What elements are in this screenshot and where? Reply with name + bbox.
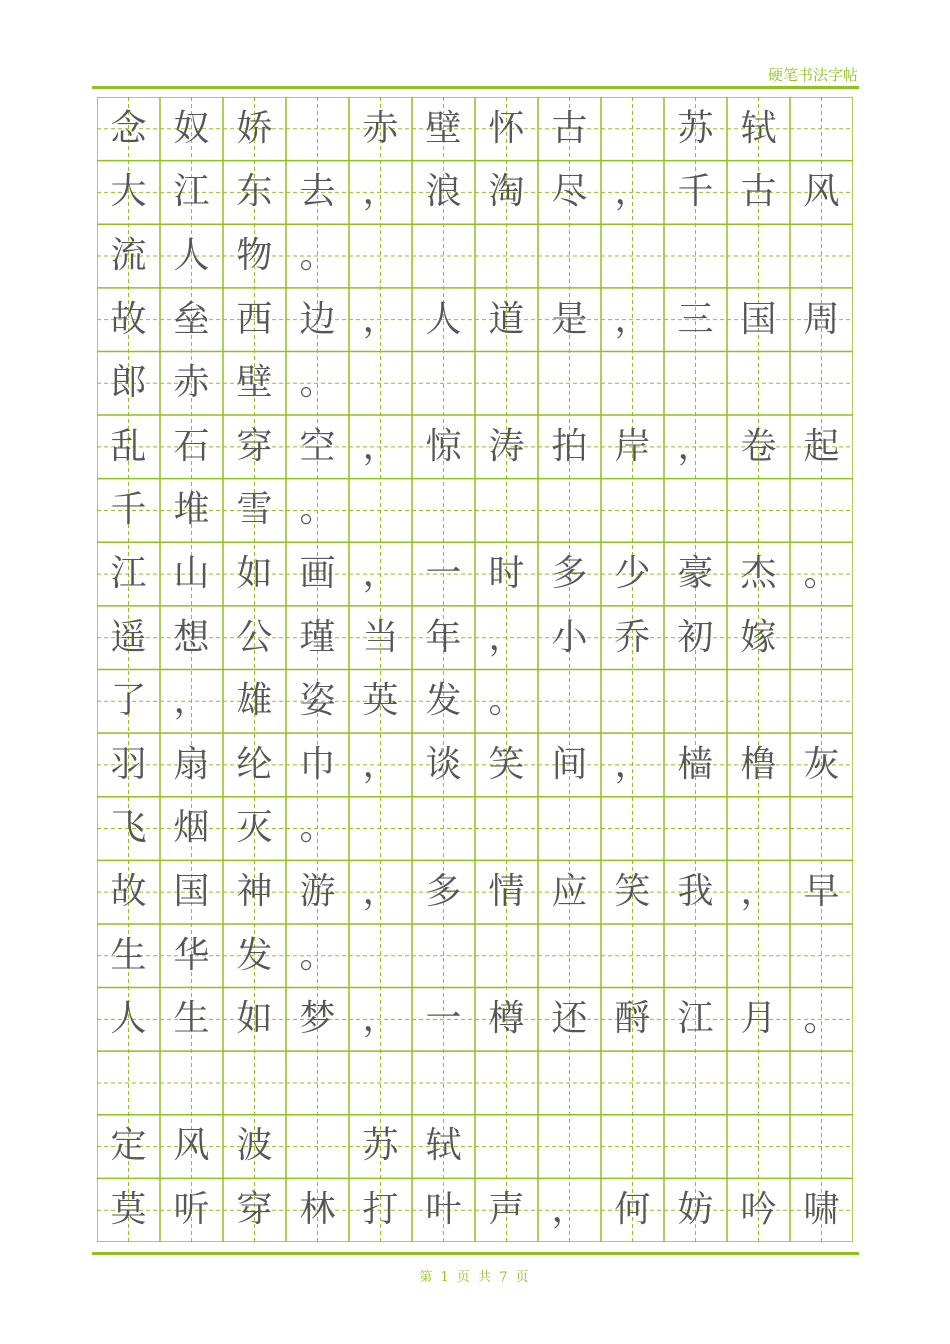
grid-cell xyxy=(412,797,475,861)
grid-cell xyxy=(160,1051,223,1115)
grid-cell xyxy=(475,351,538,415)
grid-cell: 是 xyxy=(551,298,588,340)
grid-cells xyxy=(97,97,853,1242)
grid-cell: 乱 xyxy=(110,425,147,467)
grid-cell: 念 xyxy=(110,107,147,149)
grid-cell: 卷 xyxy=(740,425,777,467)
grid-cell: 苏 xyxy=(677,107,714,149)
grid-cell: 还 xyxy=(551,998,588,1040)
grid-cell: ， xyxy=(362,298,399,340)
grid-cell xyxy=(727,924,790,988)
grid-cell xyxy=(349,924,412,988)
grid-cell xyxy=(664,924,727,988)
grid-cell xyxy=(664,669,727,733)
grid-cell: 西 xyxy=(236,298,273,340)
grid-cell: 。 xyxy=(299,362,336,404)
grid-cell: 少 xyxy=(614,552,651,594)
grid-cell xyxy=(538,224,601,288)
grid-cell: 多 xyxy=(551,552,588,594)
grid-cell: 。 xyxy=(299,934,336,976)
grid-cell: 流 xyxy=(110,234,147,276)
grid-cell: 姿 xyxy=(299,680,336,722)
header-rule xyxy=(92,86,859,89)
grid-cell: 听 xyxy=(173,1188,210,1230)
grid-cell xyxy=(349,224,412,288)
footer-rule xyxy=(92,1252,859,1255)
grid-cell: 三 xyxy=(677,298,714,340)
grid-cell: 一 xyxy=(425,998,462,1040)
grid-cell: 古 xyxy=(551,107,588,149)
grid-cell: 何 xyxy=(614,1188,651,1230)
grid-cell: 淘 xyxy=(488,171,525,213)
grid-cell xyxy=(790,351,853,415)
grid-cell xyxy=(412,1051,475,1115)
grid-cell: 国 xyxy=(740,298,777,340)
grid-cell xyxy=(790,1051,853,1115)
grid-cell xyxy=(538,479,601,543)
grid-cell xyxy=(412,479,475,543)
page-number: 第 1 页 共 7 页 xyxy=(419,1270,531,1285)
grid-cell: 惊 xyxy=(425,425,462,467)
grid-cell: 东 xyxy=(236,171,273,213)
grid-cell: 画 xyxy=(299,552,336,594)
grid-cell: 烟 xyxy=(173,807,210,849)
grid-cell: 物 xyxy=(236,234,273,276)
grid-cell xyxy=(664,1115,727,1179)
grid-cell: 神 xyxy=(236,870,273,912)
grid-cell: ， xyxy=(614,298,651,340)
grid-cell: 尽 xyxy=(551,171,588,213)
grid-cell: 当 xyxy=(362,616,399,658)
grid-cell: 苏 xyxy=(362,1125,399,1167)
grid-cell: 浪 xyxy=(425,171,462,213)
grid-cell: 。 xyxy=(299,234,336,276)
grid-cell: 华 xyxy=(173,934,210,976)
grid-cell xyxy=(349,479,412,543)
grid-cell: 怀 xyxy=(488,107,525,149)
grid-cell: 年 xyxy=(425,616,462,658)
grid-cell: 公 xyxy=(236,616,273,658)
grid-cell xyxy=(349,1051,412,1115)
grid-cell: 间 xyxy=(551,743,588,785)
grid-cell: 英 xyxy=(362,680,399,722)
grid-cell: 灭 xyxy=(236,807,273,849)
grid-cell: 赤 xyxy=(173,362,210,404)
grid-cell: 游 xyxy=(299,870,336,912)
grid-cell: 瑾 xyxy=(299,616,336,658)
grid-cell: 周 xyxy=(803,298,840,340)
grid-cell xyxy=(664,351,727,415)
grid-cell: 石 xyxy=(173,425,210,467)
grid-cell: 杰 xyxy=(740,552,777,594)
grid-cell: 初 xyxy=(677,616,714,658)
grid-cell: 国 xyxy=(173,870,210,912)
grid-cell: 。 xyxy=(803,998,840,1040)
grid-cell: 吟 xyxy=(740,1188,777,1230)
grid-cell xyxy=(727,669,790,733)
grid-cell: 樯 xyxy=(677,743,714,785)
grid-cell: 故 xyxy=(110,298,147,340)
grid-cell xyxy=(412,924,475,988)
grid-cell: 波 xyxy=(236,1125,273,1167)
grid-cell: 豪 xyxy=(677,552,714,594)
grid-cell xyxy=(601,669,664,733)
grid-cell: 发 xyxy=(236,934,273,976)
grid-cell: 大 xyxy=(110,171,147,213)
grid-cell: 穿 xyxy=(236,425,273,467)
grid-cell: 遥 xyxy=(110,616,147,658)
grid-cell: 起 xyxy=(803,425,840,467)
grid-cell xyxy=(412,351,475,415)
grid-cell xyxy=(601,797,664,861)
grid-cell: ， xyxy=(362,870,399,912)
grid-cell xyxy=(664,1051,727,1115)
grid-cell xyxy=(286,1051,349,1115)
grid-cell: 故 xyxy=(110,870,147,912)
grid-cell xyxy=(664,224,727,288)
grid-cell: 啸 xyxy=(803,1188,840,1230)
grid-cell xyxy=(538,351,601,415)
grid-cell: ， xyxy=(677,425,714,467)
grid-cell: ， xyxy=(551,1188,588,1230)
grid-cell: 灰 xyxy=(803,743,840,785)
grid-cell: 轼 xyxy=(425,1125,462,1167)
grid-cell: 酹 xyxy=(614,998,651,1040)
grid-cell: 情 xyxy=(488,870,525,912)
grid-cell: 了 xyxy=(110,680,147,722)
grid-cell: 穿 xyxy=(236,1188,273,1230)
grid-cell: ， xyxy=(362,171,399,213)
grid-cell: 小 xyxy=(551,616,588,658)
grid-cell: 叶 xyxy=(425,1188,462,1230)
grid-cell: 应 xyxy=(551,870,588,912)
grid-cell: 妨 xyxy=(677,1188,714,1230)
grid-cell xyxy=(790,669,853,733)
grid-cell: ， xyxy=(614,171,651,213)
grid-cell xyxy=(664,479,727,543)
practice-grid xyxy=(97,97,853,1242)
grid-cell: 去 xyxy=(299,171,336,213)
grid-cell xyxy=(727,224,790,288)
grid-cell: 古 xyxy=(740,171,777,213)
grid-cell xyxy=(601,97,664,161)
grid-cell: 如 xyxy=(236,552,273,594)
grid-cell xyxy=(601,924,664,988)
grid-cell xyxy=(601,1051,664,1115)
grid-cell: 涛 xyxy=(488,425,525,467)
grid-cell: 笑 xyxy=(488,743,525,785)
grid-cell xyxy=(790,606,853,670)
grid-cell xyxy=(790,797,853,861)
grid-cell xyxy=(412,224,475,288)
grid-cell xyxy=(790,224,853,288)
grid-cell xyxy=(475,1051,538,1115)
grid-cell: 千 xyxy=(110,489,147,531)
grid-cell: 嫁 xyxy=(740,616,777,658)
grid-cell: 生 xyxy=(110,934,147,976)
grid-cell: 千 xyxy=(677,171,714,213)
grid-cell: ， xyxy=(488,616,525,658)
grid-cell: ， xyxy=(362,743,399,785)
grid-cell: 橹 xyxy=(740,743,777,785)
grid-cell: 江 xyxy=(677,998,714,1040)
grid-cell: ， xyxy=(362,998,399,1040)
grid-cell: 雄 xyxy=(236,680,273,722)
grid-cell xyxy=(223,1051,286,1115)
grid-cell xyxy=(601,351,664,415)
grid-cell xyxy=(664,797,727,861)
grid-cell: 羽 xyxy=(110,743,147,785)
grid-cell: 人 xyxy=(110,998,147,1040)
grid-cell: 郎 xyxy=(110,362,147,404)
grid-cell: ， xyxy=(173,680,210,722)
grid-cell: 樽 xyxy=(488,998,525,1040)
grid-cell xyxy=(475,1115,538,1179)
grid-cell: 壁 xyxy=(425,107,462,149)
grid-cell: ， xyxy=(362,425,399,467)
grid-cell: ， xyxy=(740,870,777,912)
grid-cell: 我 xyxy=(677,870,714,912)
grid-cell xyxy=(727,479,790,543)
grid-cell: 江 xyxy=(173,171,210,213)
grid-cell: 如 xyxy=(236,998,273,1040)
grid-cell xyxy=(475,924,538,988)
grid-cell xyxy=(790,924,853,988)
grid-cell: 时 xyxy=(488,552,525,594)
grid-cell: 雪 xyxy=(236,489,273,531)
grid-cell: 赤 xyxy=(362,107,399,149)
grid-cell: 江 xyxy=(110,552,147,594)
grid-cell: 边 xyxy=(299,298,336,340)
grid-cell: 人 xyxy=(425,298,462,340)
grid-cell: 打 xyxy=(362,1188,399,1230)
grid-cell xyxy=(727,797,790,861)
grid-cell: 垒 xyxy=(173,298,210,340)
grid-cell: 声 xyxy=(488,1188,525,1230)
grid-cell: 。 xyxy=(299,807,336,849)
grid-cell: 山 xyxy=(173,552,210,594)
grid-cell xyxy=(475,797,538,861)
grid-cell xyxy=(790,479,853,543)
grid-cell xyxy=(538,1051,601,1115)
grid-cell xyxy=(790,1115,853,1179)
grid-cell xyxy=(349,351,412,415)
grid-cell: ， xyxy=(614,743,651,785)
grid-cell: 娇 xyxy=(236,107,273,149)
grid-cell xyxy=(538,669,601,733)
grid-cell: 风 xyxy=(803,171,840,213)
grid-cell xyxy=(601,1115,664,1179)
grid-cell: 空 xyxy=(299,425,336,467)
grid-cell xyxy=(286,1115,349,1179)
grid-cell: 人 xyxy=(173,234,210,276)
grid-cell xyxy=(538,924,601,988)
grid-cell: 扇 xyxy=(173,743,210,785)
grid-cell xyxy=(349,797,412,861)
grid-cell: 。 xyxy=(299,489,336,531)
grid-cell xyxy=(286,97,349,161)
grid-cell xyxy=(97,1051,160,1115)
grid-cell: 梦 xyxy=(299,998,336,1040)
grid-cell: 奴 xyxy=(173,107,210,149)
grid-cell: 堆 xyxy=(173,489,210,531)
grid-cell xyxy=(475,224,538,288)
grid-cell: 月 xyxy=(740,998,777,1040)
grid-cell: 想 xyxy=(173,616,210,658)
grid-cell: 纶 xyxy=(236,743,273,785)
grid-cell: 壁 xyxy=(236,362,273,404)
grid-cell xyxy=(538,797,601,861)
grid-cell: 。 xyxy=(488,680,525,722)
grid-cell: 谈 xyxy=(425,743,462,785)
grid-cell: 乔 xyxy=(614,616,651,658)
grid-cell: 轼 xyxy=(740,107,777,149)
grid-cell: ， xyxy=(362,552,399,594)
grid-cell xyxy=(727,1115,790,1179)
page-header-title: 硬笔书法字帖 xyxy=(767,66,858,84)
grid-cell: 飞 xyxy=(110,807,147,849)
grid-cell: 岸 xyxy=(614,425,651,467)
grid-cell: 道 xyxy=(488,298,525,340)
grid-cell xyxy=(601,224,664,288)
grid-cell: 莫 xyxy=(110,1188,147,1230)
grid-cell: 定 xyxy=(110,1125,147,1167)
grid-cell xyxy=(727,351,790,415)
grid-cell: 多 xyxy=(425,870,462,912)
grid-cell: 林 xyxy=(299,1188,336,1230)
grid-cell xyxy=(727,1051,790,1115)
grid-cell xyxy=(790,97,853,161)
grid-cell xyxy=(475,479,538,543)
grid-cell xyxy=(601,479,664,543)
grid-cell: 生 xyxy=(173,998,210,1040)
grid-cell: 发 xyxy=(425,680,462,722)
grid-cell xyxy=(538,1115,601,1179)
grid-cell: 拍 xyxy=(551,425,588,467)
grid-cell: 早 xyxy=(803,870,840,912)
grid-cell: 巾 xyxy=(299,743,336,785)
grid-cell: 笑 xyxy=(614,870,651,912)
grid-cell: 。 xyxy=(803,552,840,594)
grid-cell: 风 xyxy=(173,1125,210,1167)
grid-cell: 一 xyxy=(425,552,462,594)
